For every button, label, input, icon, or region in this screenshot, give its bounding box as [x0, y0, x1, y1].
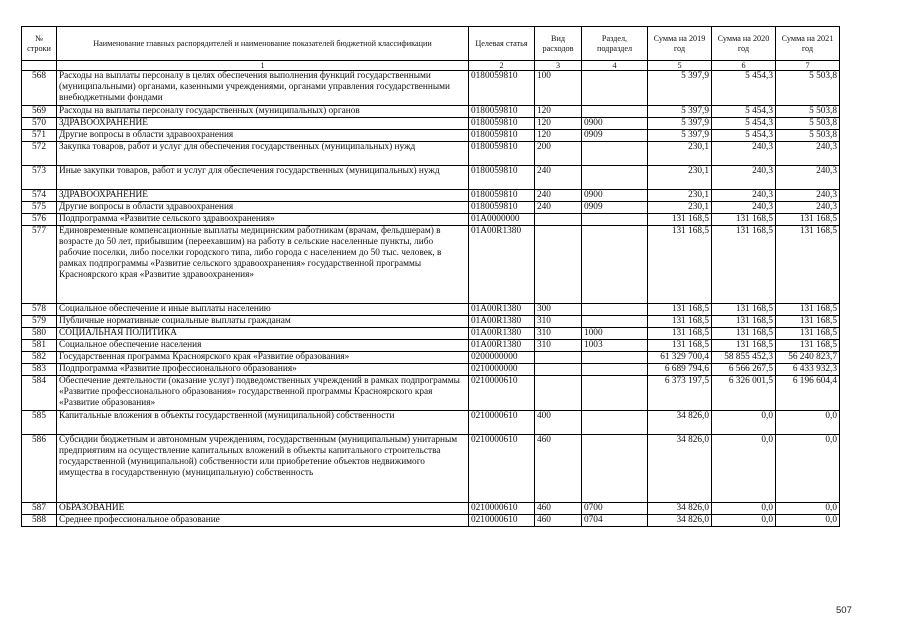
row-target-code: 01А00R1380 [469, 304, 535, 316]
row-target-code: 0210000610 [469, 376, 535, 411]
row-sum-2020: 131 168,5 [712, 316, 776, 328]
header-row-no: № строки [22, 27, 57, 61]
row-expense-type: 100 [535, 71, 582, 106]
row-name: Расходы на выплаты персоналу в целях обеспечения выполнения функций государственными (муниципальными) органами, казенными учреждениями, органами управления государственными внебюджетными фондами [57, 71, 469, 106]
row-sum-2019: 131 168,5 [648, 214, 712, 226]
row-expense-type: 400 [535, 411, 582, 435]
row-number: 576 [22, 214, 57, 226]
header-sum-2021: Сумма на 2021 год [776, 27, 840, 61]
row-sum-2019: 131 168,5 [648, 340, 712, 352]
table-row [22, 364, 840, 376]
row-sum-2019: 6 689 794,6 [648, 364, 712, 376]
index-cell: 2 [469, 61, 535, 71]
header-expense-type: Вид расходов [535, 27, 582, 61]
row-sum-2021: 240,3 [776, 166, 840, 190]
row-expense-type: 460 [535, 503, 582, 515]
row-sum-2021: 240,3 [776, 142, 840, 166]
row-section [582, 214, 648, 226]
row-section: 0700 [582, 503, 648, 515]
row-section [582, 304, 648, 316]
index-cell: 3 [535, 61, 582, 71]
row-section [582, 316, 648, 328]
row-sum-2021: 0,0 [776, 435, 840, 503]
row-section: 1003 [582, 340, 648, 352]
row-number: 580 [22, 328, 57, 340]
row-section [582, 411, 648, 435]
row-number: 581 [22, 340, 57, 352]
row-target-code: 0180059810 [469, 71, 535, 106]
row-target-code: 0210000610 [469, 435, 535, 503]
row-number: 588 [22, 515, 57, 527]
row-number: 582 [22, 352, 57, 364]
row-expense-type: 310 [535, 340, 582, 352]
row-sum-2020: 6 326 001,5 [712, 376, 776, 411]
table-row [22, 328, 840, 340]
row-sum-2019: 34 826,0 [648, 515, 712, 527]
row-number: 575 [22, 202, 57, 214]
row-sum-2019: 5 397,9 [648, 106, 712, 118]
table-row [22, 304, 840, 316]
row-target-code: 01А00R1380 [469, 340, 535, 352]
row-sum-2019: 5 397,9 [648, 118, 712, 130]
row-target-code: 0210000610 [469, 411, 535, 435]
row-target-code: 01А00R1380 [469, 316, 535, 328]
table-row [22, 340, 840, 352]
header-sum-2019: Сумма на 2019 год [648, 27, 712, 61]
row-section: 0704 [582, 515, 648, 527]
row-expense-type: 310 [535, 328, 582, 340]
table-row [22, 352, 840, 364]
row-section [582, 364, 648, 376]
table-row [22, 190, 840, 202]
row-expense-type [535, 376, 582, 411]
row-expense-type: 240 [535, 166, 582, 190]
row-section: 0900 [582, 118, 648, 130]
row-expense-type: 120 [535, 118, 582, 130]
row-expense-type: 240 [535, 190, 582, 202]
index-cell [22, 61, 57, 71]
row-expense-type: 120 [535, 106, 582, 118]
row-sum-2019: 230,1 [648, 202, 712, 214]
row-number: 579 [22, 316, 57, 328]
row-section: 1000 [582, 328, 648, 340]
row-name: СОЦИАЛЬНАЯ ПОЛИТИКА [57, 328, 469, 340]
table-row [22, 435, 840, 503]
table-body [22, 71, 840, 527]
row-section: 0900 [582, 190, 648, 202]
row-section [582, 226, 648, 304]
row-expense-type [535, 364, 582, 376]
row-section: 0909 [582, 130, 648, 142]
table-row [22, 202, 840, 214]
row-sum-2019: 230,1 [648, 190, 712, 202]
table-row [22, 411, 840, 435]
row-sum-2020: 6 566 267,5 [712, 364, 776, 376]
row-name: Публичные нормативные социальные выплаты гражданам [57, 316, 469, 328]
row-sum-2021: 131 168,5 [776, 340, 840, 352]
row-sum-2019: 34 826,0 [648, 435, 712, 503]
row-sum-2020: 5 454,3 [712, 130, 776, 142]
row-sum-2019: 34 826,0 [648, 503, 712, 515]
row-sum-2020: 5 454,3 [712, 71, 776, 106]
row-number: 584 [22, 376, 57, 411]
row-name: Другие вопросы в области здравоохранения [57, 130, 469, 142]
row-sum-2019: 131 168,5 [648, 328, 712, 340]
row-sum-2019: 131 168,5 [648, 304, 712, 316]
index-cell: 5 [648, 61, 712, 71]
row-sum-2021: 240,3 [776, 202, 840, 214]
row-sum-2020: 58 855 452,3 [712, 352, 776, 364]
row-name: Среднее профессиональное образование [57, 515, 469, 527]
row-sum-2020: 5 454,3 [712, 118, 776, 130]
page-number: 507 [836, 605, 852, 616]
header-sum-2020: Сумма на 2020 год [712, 27, 776, 61]
row-target-code: 01А0000000 [469, 214, 535, 226]
row-name: Государственная программа Красноярского края «Развитие образования» [57, 352, 469, 364]
table-row [22, 118, 840, 130]
row-sum-2021: 0,0 [776, 411, 840, 435]
row-sum-2021: 131 168,5 [776, 316, 840, 328]
row-number: 568 [22, 71, 57, 106]
row-sum-2021: 0,0 [776, 515, 840, 527]
table-row [22, 503, 840, 515]
row-target-code: 0180059810 [469, 190, 535, 202]
row-expense-type: 240 [535, 202, 582, 214]
row-sum-2021: 5 503,8 [776, 118, 840, 130]
row-sum-2021: 240,3 [776, 190, 840, 202]
row-expense-type: 120 [535, 130, 582, 142]
row-sum-2019: 230,1 [648, 166, 712, 190]
row-sum-2020: 240,3 [712, 166, 776, 190]
row-number: 586 [22, 435, 57, 503]
row-number: 577 [22, 226, 57, 304]
row-sum-2020: 5 454,3 [712, 106, 776, 118]
index-cell: 6 [712, 61, 776, 71]
row-target-code: 0180059810 [469, 118, 535, 130]
row-target-code: 0180059810 [469, 106, 535, 118]
index-cell: 1 [57, 61, 469, 71]
row-sum-2021: 6 196 604,4 [776, 376, 840, 411]
table-header-row [22, 27, 840, 61]
row-name: Иные закупки товаров, работ и услуг для обеспечения государственных (муниципальных) нужд [57, 166, 469, 190]
row-name: Подпрограмма «Развитие сельского здравоохранения» [57, 214, 469, 226]
row-name: Единовременные компенсационные выплаты медицинским работникам (врачам, фельдшерам) в возрасте до 50 лет, прибывшим (переехавшим) на работу в сельские населенные пункты, либо рабочие поселки, либо поселки городского типа, либо города с населением до 50 тыс. человек, в рамках подпрограммы «Развитие сельского здравоохранения» государственной программы Красноярского края «Развитие здравоохранения» [57, 226, 469, 304]
row-name: Другие вопросы в области здравоохранения [57, 202, 469, 214]
index-cell: 4 [582, 61, 648, 71]
row-sum-2020: 0,0 [712, 515, 776, 527]
table-row [22, 214, 840, 226]
row-number: 585 [22, 411, 57, 435]
table-row [22, 130, 840, 142]
table-row [22, 71, 840, 106]
row-section [582, 106, 648, 118]
row-name: ЗДРАВООХРАНЕНИЕ [57, 190, 469, 202]
row-sum-2019: 61 329 700,4 [648, 352, 712, 364]
row-sum-2021: 5 503,8 [776, 71, 840, 106]
header-name: Наименование главных распорядителей и наименование показателей бюджетной классификации [57, 27, 469, 61]
row-sum-2020: 240,3 [712, 202, 776, 214]
table-row [22, 226, 840, 304]
row-section [582, 435, 648, 503]
row-sum-2019: 5 397,9 [648, 71, 712, 106]
row-target-code: 0200000000 [469, 352, 535, 364]
row-sum-2019: 34 826,0 [648, 411, 712, 435]
row-target-code: 0180059810 [469, 202, 535, 214]
table-row [22, 142, 840, 166]
row-sum-2019: 6 373 197,5 [648, 376, 712, 411]
row-name: Расходы на выплаты персоналу государственных (муниципальных) органов [57, 106, 469, 118]
row-sum-2021: 56 240 823,7 [776, 352, 840, 364]
column-index-row [22, 61, 840, 71]
row-number: 573 [22, 166, 57, 190]
row-number: 571 [22, 130, 57, 142]
row-number: 574 [22, 190, 57, 202]
row-number: 578 [22, 304, 57, 316]
row-section [582, 71, 648, 106]
row-sum-2021: 131 168,5 [776, 226, 840, 304]
table-row [22, 166, 840, 190]
header-section: Раздел, подраздел [582, 27, 648, 61]
row-sum-2020: 0,0 [712, 503, 776, 515]
table-row [22, 316, 840, 328]
row-target-code: 0180059810 [469, 142, 535, 166]
row-sum-2021: 131 168,5 [776, 328, 840, 340]
row-sum-2019: 131 168,5 [648, 226, 712, 304]
row-section [582, 166, 648, 190]
row-sum-2019: 131 168,5 [648, 316, 712, 328]
row-sum-2020: 131 168,5 [712, 304, 776, 316]
row-sum-2020: 0,0 [712, 411, 776, 435]
row-sum-2020: 0,0 [712, 435, 776, 503]
row-section [582, 376, 648, 411]
row-expense-type [535, 214, 582, 226]
row-sum-2020: 240,3 [712, 142, 776, 166]
row-name: Обеспечение деятельности (оказание услуг) подведомственных учреждений в рамках подпрограммы «Развитие профессионального образования» государственной программы Красноярского края «Развитие образования» [57, 376, 469, 411]
row-sum-2021: 5 503,8 [776, 106, 840, 118]
row-name: Социальное обеспечение и иные выплаты населению [57, 304, 469, 316]
table-row [22, 515, 840, 527]
row-sum-2021: 6 433 932,3 [776, 364, 840, 376]
row-number: 587 [22, 503, 57, 515]
row-target-code: 0210000000 [469, 364, 535, 376]
row-sum-2021: 131 168,5 [776, 214, 840, 226]
row-sum-2020: 131 168,5 [712, 226, 776, 304]
row-sum-2020: 131 168,5 [712, 214, 776, 226]
row-expense-type: 460 [535, 515, 582, 527]
row-sum-2019: 230,1 [648, 142, 712, 166]
row-expense-type: 200 [535, 142, 582, 166]
header-target: Целевая статья [469, 27, 535, 61]
table-row [22, 106, 840, 118]
row-target-code: 0180059810 [469, 130, 535, 142]
row-target-code: 01А00R1380 [469, 328, 535, 340]
row-name: ЗДРАВООХРАНЕНИЕ [57, 118, 469, 130]
row-name: Подпрограмма «Развитие профессионального образования» [57, 364, 469, 376]
row-name: Социальное обеспечение населения [57, 340, 469, 352]
row-number: 572 [22, 142, 57, 166]
row-number: 569 [22, 106, 57, 118]
row-expense-type [535, 352, 582, 364]
row-target-code: 0210000610 [469, 503, 535, 515]
row-sum-2020: 131 168,5 [712, 340, 776, 352]
row-sum-2019: 5 397,9 [648, 130, 712, 142]
row-section [582, 142, 648, 166]
row-sum-2020: 240,3 [712, 190, 776, 202]
row-sum-2021: 5 503,8 [776, 130, 840, 142]
table-row [22, 376, 840, 411]
budget-table [21, 26, 840, 527]
row-sum-2021: 131 168,5 [776, 304, 840, 316]
row-expense-type: 300 [535, 304, 582, 316]
row-number: 583 [22, 364, 57, 376]
row-expense-type: 310 [535, 316, 582, 328]
row-expense-type [535, 226, 582, 304]
row-name: Капитальные вложения в объекты государственной (муниципальной) собственности [57, 411, 469, 435]
row-name: Закупка товаров, работ и услуг для обеспечения государственных (муниципальных) нужд [57, 142, 469, 166]
row-number: 570 [22, 118, 57, 130]
index-cell: 7 [776, 61, 840, 71]
row-name: Субсидии бюджетным и автономным учреждениям, государственным (муниципальным) унитарным предприятиям на осуществление капитальных вложений в объекты капитального строительства государственной (муниципальной) собственности или приобретение объектов недвижимого имущества в государственную (муниципальную) собственность [57, 435, 469, 503]
row-section: 0909 [582, 202, 648, 214]
row-expense-type: 460 [535, 435, 582, 503]
row-section [582, 352, 648, 364]
row-sum-2021: 0,0 [776, 503, 840, 515]
row-target-code: 0180059810 [469, 166, 535, 190]
row-target-code: 0210000610 [469, 515, 535, 527]
row-name: ОБРАЗОВАНИЕ [57, 503, 469, 515]
row-target-code: 01А00R1380 [469, 226, 535, 304]
row-sum-2020: 131 168,5 [712, 328, 776, 340]
